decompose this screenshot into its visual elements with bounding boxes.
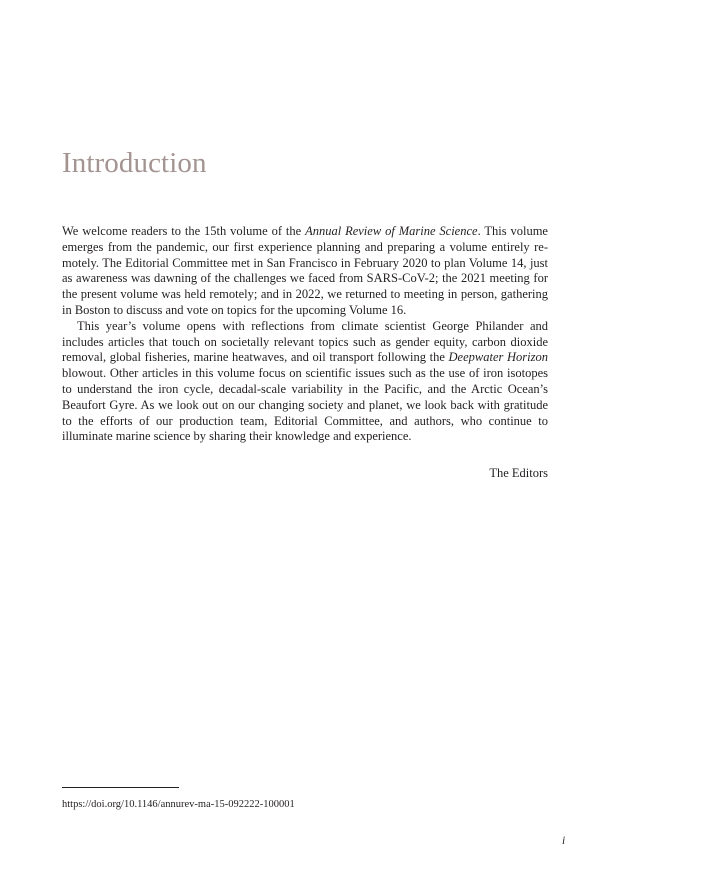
page-title: Introduction [62, 147, 207, 179]
paragraph-1-post: . This volume emerges from the pandemic, our first experience planning and preparing a volume entirely remotely. The Editorial Committee met in San Francisco in February 2020 to plan Volume 14, just as awareness was dawning of the challenges we faced from SARS-CoV-2; the 2021 meeting for the present volume was held remotely; and in 2022, we returned to meeting in person, gathering in Boston to discuss and vote on topics for the upcoming Volume 16. [62, 224, 548, 317]
paragraph-1 [62, 224, 548, 319]
paragraph-1-pre: We welcome readers to the 15th volume of the [62, 224, 306, 238]
footnote-divider [62, 787, 179, 788]
journal-title: Annual Review of Marine Science [305, 224, 478, 238]
introduction-body [62, 224, 548, 445]
event-name: Deepwater Horizon [448, 350, 548, 365]
paragraph-2-post: blowout. Other articles in this volume focus on scientific issues such as the use of iron isotopes to understand the iron cycle, decadal-scale variability in the Pacific, and the Arctic Ocean’s Beaufort Gyre. As we look out on our changing society and planet, we look back with gratitude to the efforts of our production team, Editorial Committee, and authors, who continue to illuminate marine science by sharing their knowledge and experience. [62, 366, 548, 444]
paragraph-2 [62, 319, 548, 445]
signature: The Editors [489, 466, 548, 480]
doi-link[interactable]: https://doi.org/10.1146/annurev-ma-15-092222-100001 [62, 799, 295, 810]
paragraph-2-pre: This year’s volume opens with reflections from climate scientist George Philander and includes articles that touch on societally relevant topics such as gender equity, carbon dioxide removal, global fisheries, marine heatwaves, and oil transport following the [62, 318, 548, 365]
page-number: i [562, 835, 566, 847]
